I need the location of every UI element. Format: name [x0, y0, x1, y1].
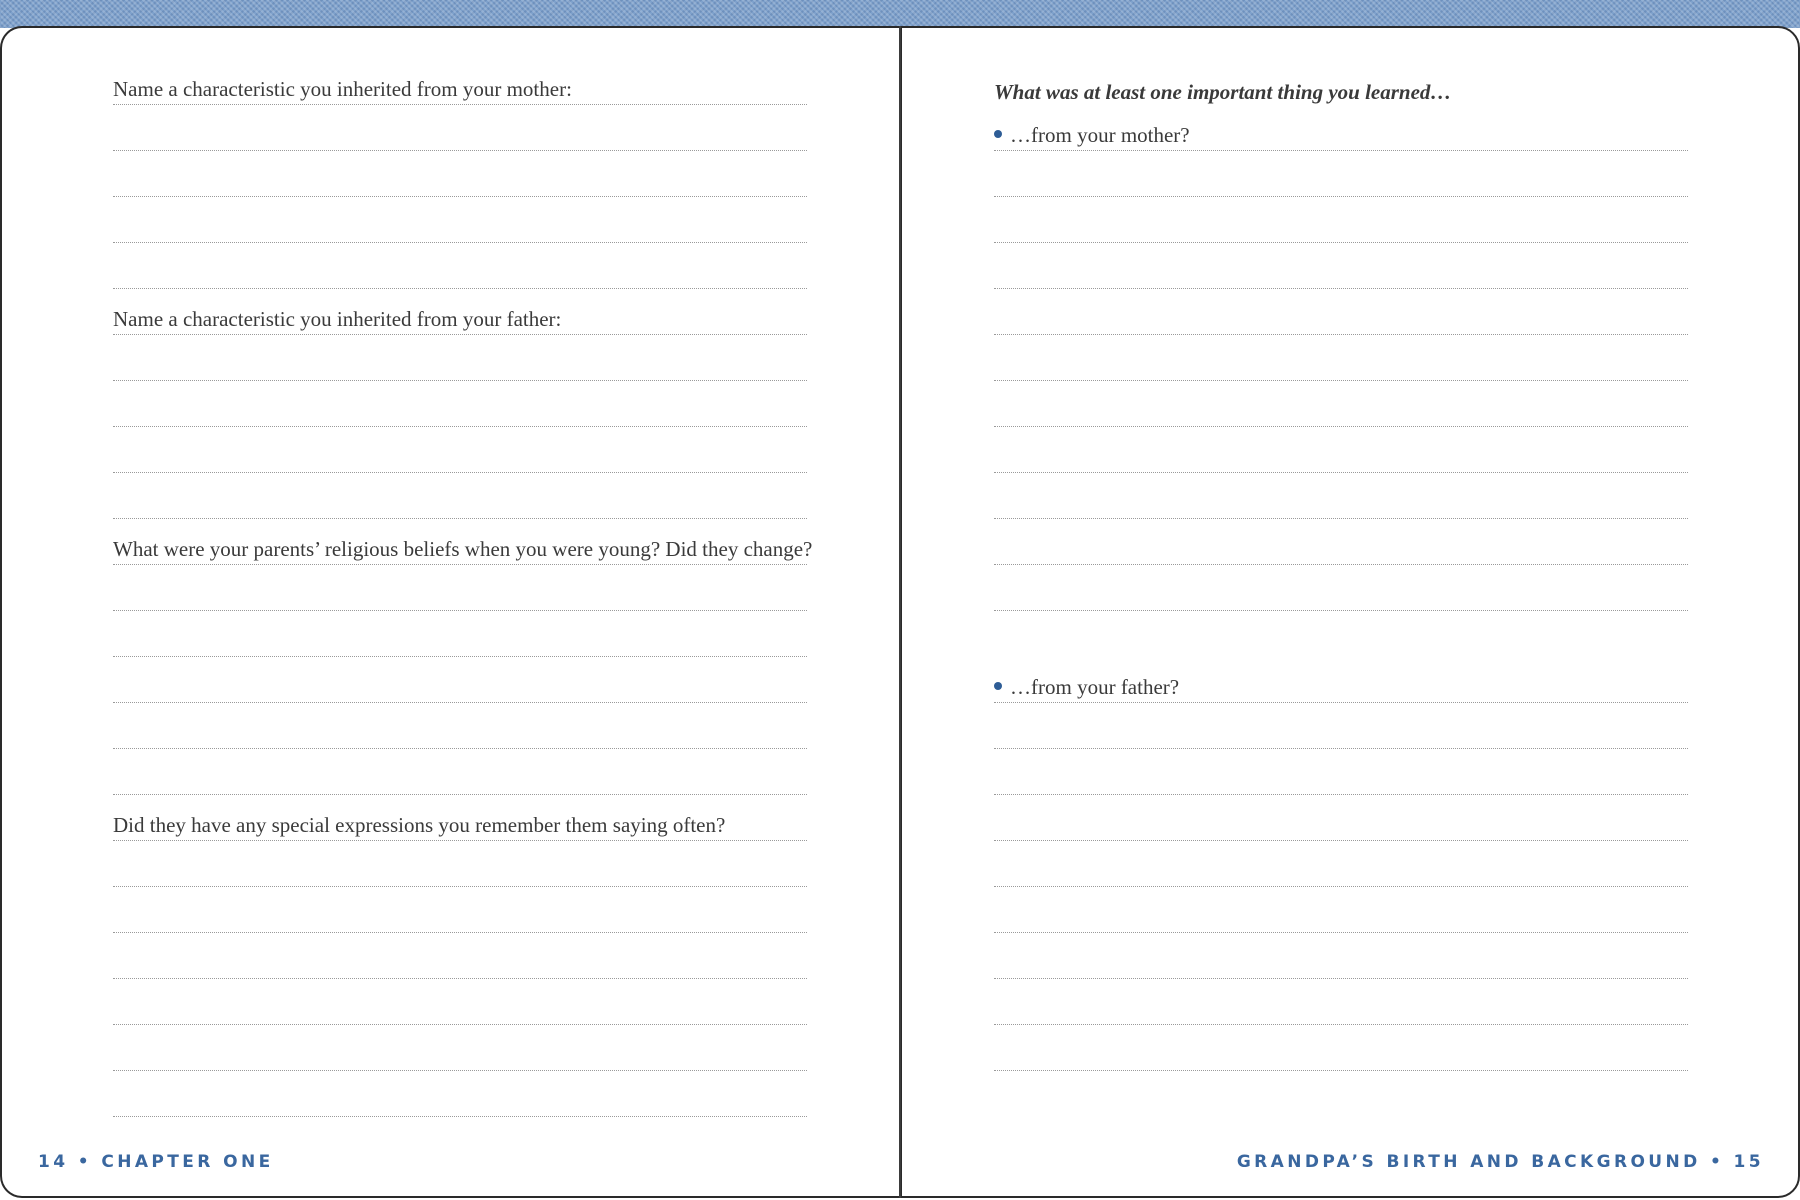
bullet-prompt	[994, 123, 1190, 148]
prompt-line	[994, 657, 1688, 703]
answer-line[interactable]	[113, 105, 807, 151]
bullet-dot-icon	[994, 130, 1002, 138]
bullet-prompt	[994, 675, 1179, 700]
answer-line[interactable]	[113, 427, 807, 473]
answer-line[interactable]	[994, 381, 1688, 427]
prompt-line	[994, 105, 1688, 151]
question-prompt: Did they have any special expressions you remember them saying often?	[113, 813, 726, 837]
answer-line[interactable]	[113, 1071, 807, 1117]
answer-line[interactable]	[994, 887, 1688, 933]
question-prompt: What were your parents’ religious beliefs when you were young? Did they change?	[113, 537, 813, 561]
right-page-heading: What was at least one important thing you learned…	[994, 80, 1452, 104]
question-block-religious-beliefs	[113, 519, 813, 795]
answer-line[interactable]	[113, 335, 807, 381]
bullet-block-mother	[994, 105, 1688, 611]
prompt-line	[113, 289, 807, 335]
answer-line[interactable]	[994, 979, 1688, 1025]
bullet-dot-icon	[994, 682, 1002, 690]
answer-line[interactable]	[994, 289, 1688, 335]
answer-line[interactable]	[113, 887, 807, 933]
question-block-expressions	[113, 795, 807, 1117]
answer-line[interactable]	[994, 703, 1688, 749]
answer-line[interactable]	[113, 657, 807, 703]
answer-line[interactable]	[994, 197, 1688, 243]
answer-line[interactable]	[113, 197, 807, 243]
answer-line[interactable]	[113, 611, 807, 657]
answer-line[interactable]	[994, 1025, 1688, 1071]
answer-line[interactable]	[994, 933, 1688, 979]
answer-line[interactable]	[113, 979, 807, 1025]
answer-line[interactable]	[113, 381, 807, 427]
prompt-line	[113, 59, 807, 105]
right-page-footer: GRANDPA’S BIRTH AND BACKGROUND • 15	[1236, 1152, 1764, 1172]
bullet-block-father	[994, 657, 1688, 1071]
answer-line[interactable]	[994, 335, 1688, 381]
question-block-father-trait	[113, 289, 807, 519]
answer-line[interactable]	[113, 1025, 807, 1071]
answer-line[interactable]	[113, 473, 807, 519]
prompt-line	[113, 519, 813, 565]
answer-line[interactable]	[994, 243, 1688, 289]
answer-line[interactable]	[113, 841, 807, 887]
answer-line[interactable]	[994, 473, 1688, 519]
prompt-line	[113, 795, 807, 841]
answer-line[interactable]	[113, 933, 807, 979]
answer-line[interactable]	[994, 427, 1688, 473]
question-block-mother-trait	[113, 59, 807, 289]
bullet-text: …from your mother?	[1010, 123, 1190, 147]
question-prompt: Name a characteristic you inherited from your mother:	[113, 77, 572, 101]
answer-line[interactable]	[994, 795, 1688, 841]
answer-line[interactable]	[994, 749, 1688, 795]
bullet-text: …from your father?	[1010, 675, 1180, 699]
answer-line[interactable]	[994, 841, 1688, 887]
answer-line[interactable]	[994, 519, 1688, 565]
cloth-cover-edge	[0, 0, 1800, 28]
answer-line[interactable]	[113, 749, 807, 795]
answer-line[interactable]	[994, 565, 1688, 611]
answer-line[interactable]	[113, 151, 807, 197]
answer-line[interactable]	[113, 243, 807, 289]
question-prompt: Name a characteristic you inherited from your father:	[113, 307, 562, 331]
left-page-footer: 14 • CHAPTER ONE	[38, 1152, 274, 1172]
answer-line[interactable]	[113, 565, 807, 611]
answer-line[interactable]	[113, 703, 807, 749]
answer-line[interactable]	[994, 151, 1688, 197]
page-gutter	[899, 26, 901, 1198]
